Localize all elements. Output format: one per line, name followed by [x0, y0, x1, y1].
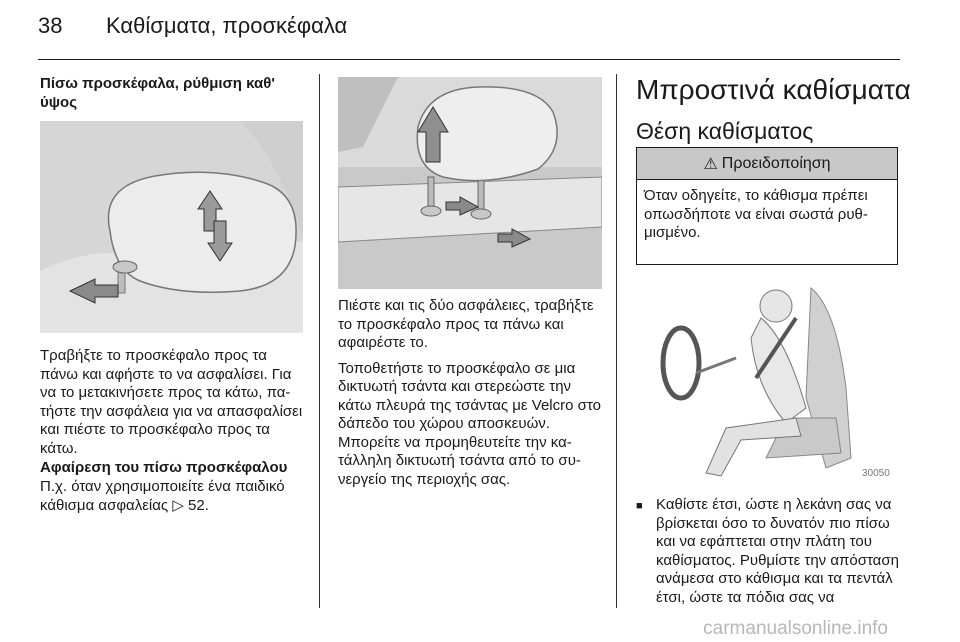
column-divider-1	[319, 74, 320, 608]
rear-headrest-instructions: Τραβήξτε το προσκέφαλο προς τα πάνω και αφήστε το να ασφαλίσει. Για να το μετακινήσετε προς τα κάτω, πατήστε την ασφάλεια για να απασφαλίσει και πιέστε το προσκέφαλο προς τα κάτω.	[40, 347, 303, 457]
warning-triangle-icon: ⚠	[703, 155, 718, 173]
list-item	[636, 496, 900, 607]
removal-step-1: Πιέστε και τις δύο ασφάλειες, τραβήξτε το προσκέφαλο προς τα πάνω και αφαιρέστε το.	[338, 297, 594, 351]
seat-position-subtitle: Θέση καθίσματος	[636, 118, 814, 144]
seat-instructions-list	[636, 496, 900, 607]
rear-headrest-figure	[40, 121, 303, 333]
page-section-title: Καθίσματα, προσκέφαλα	[106, 13, 348, 38]
page-number: 38	[38, 13, 63, 38]
removal-note: Π.χ. όταν χρησιμοποιείτε ένα παιδικό κάθισμα ασφαλείας ▷ 52.	[40, 478, 285, 514]
warning-box	[636, 147, 898, 265]
headrest-removal-figure	[338, 77, 602, 289]
column-divider-2	[616, 74, 617, 608]
list-item-text: Καθίστε έτσι, ώστε η λεκάνη σας να βρίσκεται όσο το δυνατόν πιο πίσω και να εφάπτεται στην πλάτη του καθίσματος. Ρυθμίστε την απόσταση ανάμεσα στο κάθισμα και τα πεντάλ έτσι, ώστε τα πόδια σας να	[656, 496, 899, 606]
removal-step-2: Τοποθετήστε το προσκέφαλο σε μια δικτυωτή τσάντα και στερεώστε την κάτω πλευρά της τσάντας με Velcro στο δάπεδο του χώρου αποσκευών. Μπορείτε να προμηθευτείτε την κατάλληλη δικτυωτή τσάντα από το συνεργείο της περιοχής σας.	[338, 359, 601, 488]
removal-heading: Αφαίρεση του πίσω προσκέφαλου	[40, 459, 288, 476]
header-rule	[38, 59, 900, 60]
rear-headrest-heading: Πίσω προσκέφαλα, ρύθμιση καθ' ύψος	[40, 75, 275, 111]
seating-position-figure	[636, 278, 900, 484]
bullet-square-icon: ■	[636, 500, 643, 512]
arrow-reference-icon: ▷	[172, 496, 184, 514]
watermark: carmanualsonline.info	[703, 618, 888, 639]
warning-label: Προειδοποίηση	[721, 154, 831, 172]
figure-number: 30050	[862, 468, 890, 479]
warning-header	[637, 148, 897, 180]
reference-page[interactable]: 52.	[188, 496, 209, 514]
warning-text: Όταν οδηγείτε, το κάθισμα πρέπει οπωσδήποτε να είναι σωστά ρυθμισμένο.	[644, 187, 868, 241]
front-seats-title: Μπροστινά καθίσματα	[636, 74, 911, 105]
